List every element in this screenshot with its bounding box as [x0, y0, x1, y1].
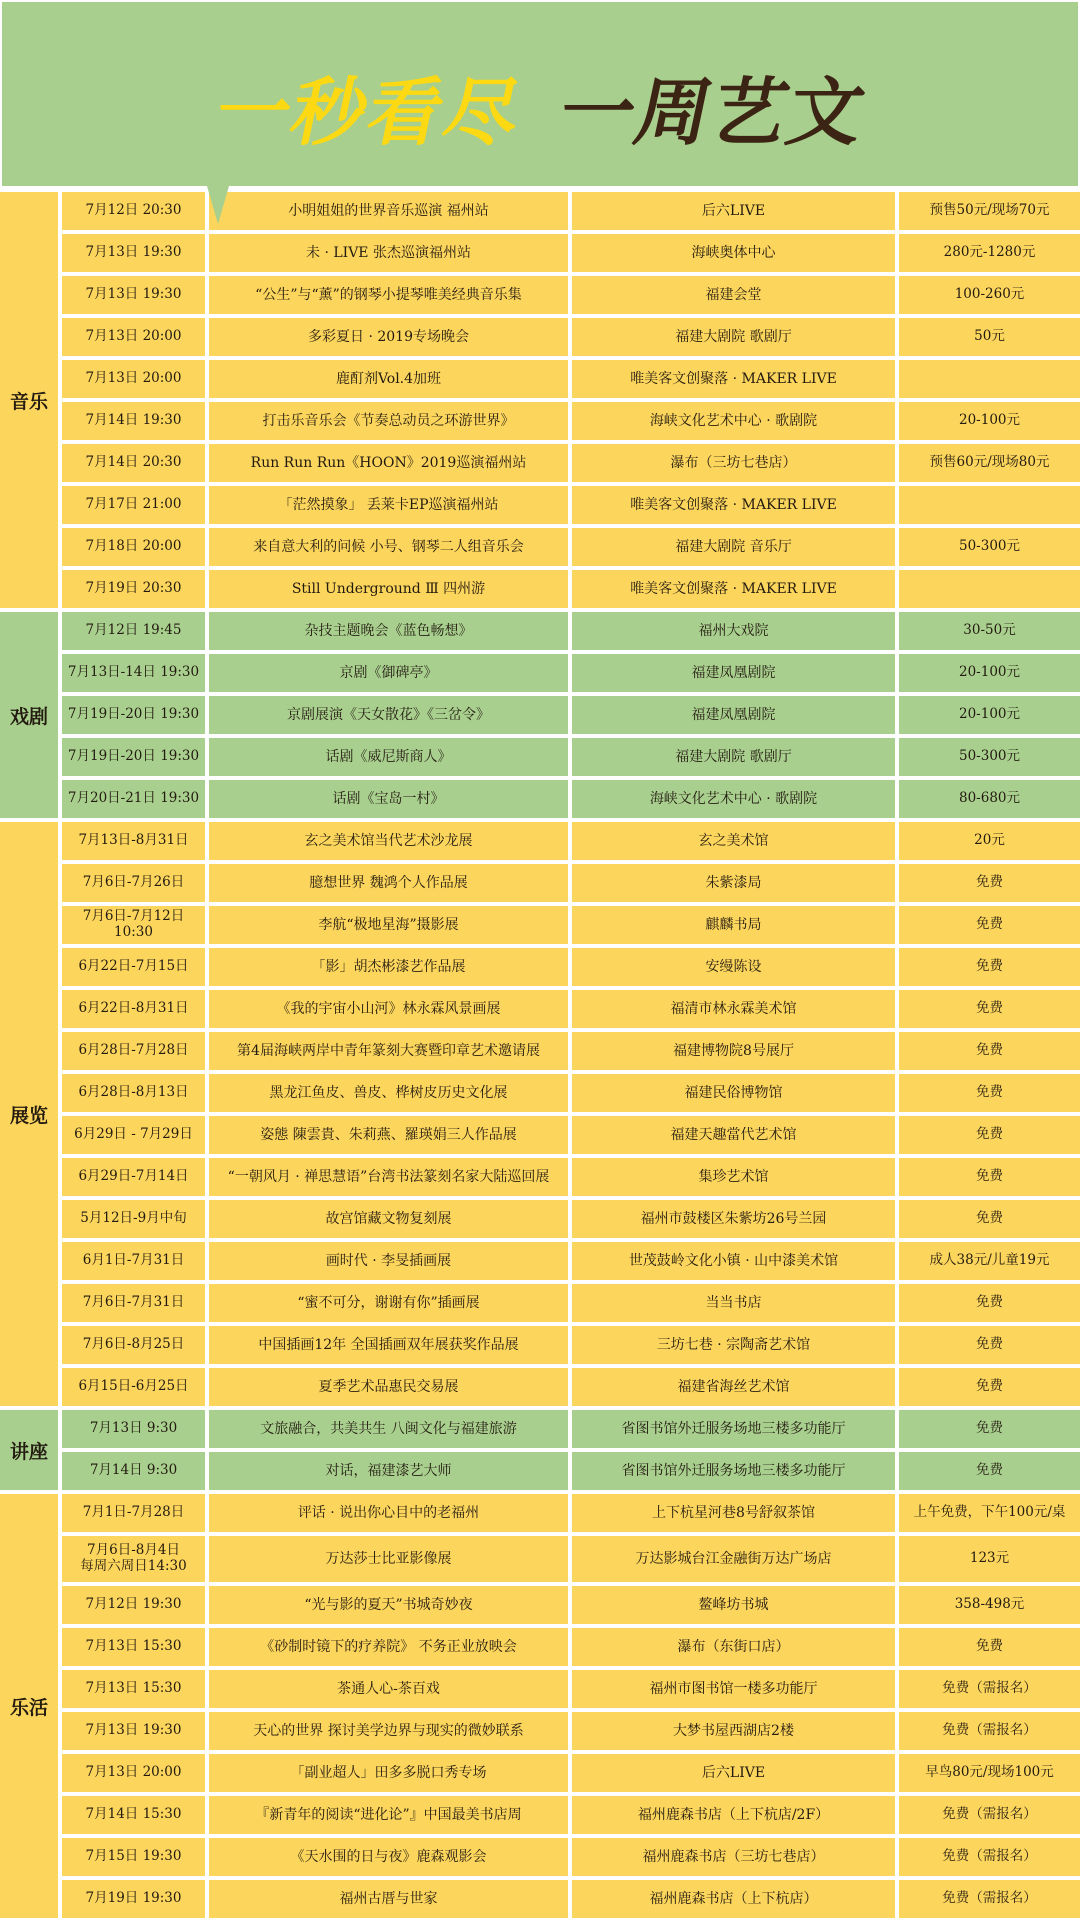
date-cell: 7月6日-7月31日	[62, 1284, 205, 1322]
date-cell: 7月6日-8月25日	[62, 1326, 205, 1364]
venue-cell: 福建大剧院 歌剧厅	[572, 318, 895, 356]
section	[0, 822, 1080, 1406]
venue-cell: 海峡奥体中心	[572, 234, 895, 272]
date-cell: 6月28日-7月28日	[62, 1032, 205, 1070]
table-row	[62, 1158, 1080, 1196]
price-cell: 50元	[899, 318, 1080, 356]
venue-cell: 海峡文化艺术中心 · 歌剧院	[572, 402, 895, 440]
title-part-2: 一周艺文	[551, 70, 874, 156]
date-cell: 7月19日-20日 19:30	[62, 738, 205, 776]
date-cell: 6月15日-6月25日	[62, 1368, 205, 1406]
venue-cell: 福州市图书馆一楼多功能厅	[572, 1670, 895, 1708]
table-row	[62, 822, 1080, 860]
date-cell: 7月14日 20:30	[62, 444, 205, 482]
event-cell: 评话 · 说出你心目中的老福州	[209, 1494, 568, 1532]
price-cell: 20-100元	[899, 654, 1080, 692]
price-cell: 20-100元	[899, 402, 1080, 440]
event-cell: 臆想世界 魏鸿个人作品展	[209, 864, 568, 902]
date-cell: 7月13日 9:30	[62, 1410, 205, 1448]
date-cell: 7月13日 15:30	[62, 1670, 205, 1708]
table-row	[62, 780, 1080, 818]
section	[0, 1410, 1080, 1490]
title-part-1: 一秒看尽	[207, 70, 530, 156]
event-cell: 故宫馆藏文物复刻展	[209, 1200, 568, 1238]
event-cell: 未 · LIVE 张杰巡演福州站	[209, 234, 568, 272]
date-cell: 7月14日 9:30	[62, 1452, 205, 1490]
date-cell: 5月12日-9月中旬	[62, 1200, 205, 1238]
venue-cell: 省图书馆外迁服务场地三楼多功能厅	[572, 1410, 895, 1448]
table-row	[62, 1494, 1080, 1532]
date-cell: 7月13日 19:30	[62, 276, 205, 314]
table-row	[62, 990, 1080, 1028]
price-cell: 50-300元	[899, 528, 1080, 566]
event-cell: 话剧《宝岛一村》	[209, 780, 568, 818]
date-cell: 7月6日-8月4日 每周六周日14:30	[62, 1536, 205, 1582]
section-rows	[62, 612, 1080, 818]
table-row	[62, 1074, 1080, 1112]
event-cell: 万达莎士比亚影像展	[209, 1536, 568, 1582]
price-cell: 免费	[899, 1284, 1080, 1322]
section	[0, 612, 1080, 818]
table-row	[62, 1242, 1080, 1280]
price-cell: 免费（需报名）	[899, 1796, 1080, 1834]
venue-cell: 麒麟书局	[572, 906, 895, 944]
event-cell: 对话，福建漆艺大师	[209, 1452, 568, 1490]
price-cell	[899, 570, 1080, 608]
date-cell: 7月13日 19:30	[62, 234, 205, 272]
section	[0, 192, 1080, 608]
table-row	[62, 1586, 1080, 1624]
price-cell: 预售60元/现场80元	[899, 444, 1080, 482]
date-cell: 7月6日-7月12日 10:30	[62, 906, 205, 944]
venue-cell: 福州鹿森书店（三坊七巷店）	[572, 1838, 895, 1876]
price-cell: 30-50元	[899, 612, 1080, 650]
venue-cell: 福州大戏院	[572, 612, 895, 650]
date-cell: 6月22日-8月31日	[62, 990, 205, 1028]
date-cell: 7月13日-14日 19:30	[62, 654, 205, 692]
venue-cell: 福建凤凰剧院	[572, 696, 895, 734]
event-cell: “公生”与“薰”的钢琴小提琴唯美经典音乐集	[209, 276, 568, 314]
section-rows	[62, 1494, 1080, 1918]
table-row	[62, 738, 1080, 776]
price-cell: 免费	[899, 1410, 1080, 1448]
date-cell: 7月6日-7月26日	[62, 864, 205, 902]
price-cell: 成人38元/儿童19元	[899, 1242, 1080, 1280]
price-cell: 免费	[899, 1368, 1080, 1406]
date-cell: 7月19日 19:30	[62, 1880, 205, 1918]
date-cell: 6月29日-7月14日	[62, 1158, 205, 1196]
event-cell: 「影」胡杰彬漆艺作品展	[209, 948, 568, 986]
price-cell: 免费	[899, 1200, 1080, 1238]
venue-cell: 福建大剧院 音乐厅	[572, 528, 895, 566]
venue-cell: 福州鹿森书店（上下杭店/2F）	[572, 1796, 895, 1834]
table-row	[62, 1452, 1080, 1490]
table-row	[62, 528, 1080, 566]
venue-cell: 福清市林永霖美术馆	[572, 990, 895, 1028]
section-rows	[62, 822, 1080, 1406]
venue-cell: 福建凤凰剧院	[572, 654, 895, 692]
event-cell: “光与影的夏天”书城奇妙夜	[209, 1586, 568, 1624]
event-cell: 多彩夏日 · 2019专场晚会	[209, 318, 568, 356]
table-row	[62, 276, 1080, 314]
event-cell: 《我的宇宙小山河》林永霖风景画展	[209, 990, 568, 1028]
event-cell: 『新青年的阅读“进化论”』中国最美书店周	[209, 1796, 568, 1834]
event-cell: 黑龙江鱼皮、兽皮、桦树皮历史文化展	[209, 1074, 568, 1112]
events-table	[0, 192, 1080, 1922]
date-cell: 6月29日 - 7月29日	[62, 1116, 205, 1154]
category-label: 讲座	[0, 1410, 58, 1490]
event-cell: 京剧《御碑亭》	[209, 654, 568, 692]
price-cell: 123元	[899, 1536, 1080, 1582]
category-label: 音乐	[0, 192, 58, 608]
header-banner	[0, 0, 1080, 188]
date-cell: 7月12日 19:30	[62, 1586, 205, 1624]
table-row	[62, 318, 1080, 356]
event-cell: 来自意大利的问候 小号、钢琴二人组音乐会	[209, 528, 568, 566]
section	[0, 1494, 1080, 1918]
page-title	[0, 54, 1080, 160]
venue-cell: 三坊七巷 · 宗陶斋艺术馆	[572, 1326, 895, 1364]
venue-cell: 福州鹿森书店（上下杭店）	[572, 1880, 895, 1918]
event-cell: 「副业超人」田多多脱口秀专场	[209, 1754, 568, 1792]
venue-cell: 瀑布（东街口店）	[572, 1628, 895, 1666]
table-row	[62, 948, 1080, 986]
venue-cell: 后六LIVE	[572, 192, 895, 230]
date-cell: 6月1日-7月31日	[62, 1242, 205, 1280]
date-cell: 7月13日 20:00	[62, 318, 205, 356]
table-row	[62, 1880, 1080, 1918]
table-row	[62, 1796, 1080, 1834]
price-cell: 100-260元	[899, 276, 1080, 314]
venue-cell: 福建民俗博物馆	[572, 1074, 895, 1112]
event-cell: 杂技主题晚会《蓝色畅想》	[209, 612, 568, 650]
event-cell: 《天水围的日与夜》鹿森观影会	[209, 1838, 568, 1876]
venue-cell: 鳌峰坊书城	[572, 1586, 895, 1624]
table-row	[62, 654, 1080, 692]
venue-cell: 当当书店	[572, 1284, 895, 1322]
date-cell: 7月18日 20:00	[62, 528, 205, 566]
date-cell: 7月12日 19:45	[62, 612, 205, 650]
table-row	[62, 486, 1080, 524]
table-row	[62, 1410, 1080, 1448]
date-cell: 7月19日-20日 19:30	[62, 696, 205, 734]
speech-pointer-decoration	[207, 186, 229, 224]
venue-cell: 万达影城台江金融街万达广场店	[572, 1536, 895, 1582]
event-cell: 茶通人心-茶百戏	[209, 1670, 568, 1708]
price-cell: 280元-1280元	[899, 234, 1080, 272]
table-row	[62, 612, 1080, 650]
event-cell: 话剧《威尼斯商人》	[209, 738, 568, 776]
venue-cell: 集珍艺术馆	[572, 1158, 895, 1196]
table-row	[62, 1754, 1080, 1792]
price-cell: 免费	[899, 990, 1080, 1028]
venue-cell: 海峡文化艺术中心 · 歌剧院	[572, 780, 895, 818]
venue-cell: 朱紫漆局	[572, 864, 895, 902]
date-cell: 7月13日 20:00	[62, 360, 205, 398]
event-cell: “一朝风月 · 禅思慧语”台湾书法篆刻名家大陆巡回展	[209, 1158, 568, 1196]
price-cell: 20-100元	[899, 696, 1080, 734]
venue-cell: 大梦书屋西湖店2楼	[572, 1712, 895, 1750]
venue-cell: 福建博物院8号展厅	[572, 1032, 895, 1070]
event-cell: 玄之美术馆当代艺术沙龙展	[209, 822, 568, 860]
price-cell	[899, 486, 1080, 524]
price-cell: 免费（需报名）	[899, 1838, 1080, 1876]
event-cell: 「茫然摸象」 丢莱卡EP巡演福州站	[209, 486, 568, 524]
date-cell: 7月13日 15:30	[62, 1628, 205, 1666]
venue-cell: 世茂鼓岭文化小镇 · 山中漆美术馆	[572, 1242, 895, 1280]
price-cell: 免费	[899, 1452, 1080, 1490]
event-cell: 福州古厝与世家	[209, 1880, 568, 1918]
date-cell: 6月22日-7月15日	[62, 948, 205, 986]
event-cell: 文旅融合，共美共生 八闽文化与福建旅游	[209, 1410, 568, 1448]
event-cell: 夏季艺术品惠民交易展	[209, 1368, 568, 1406]
venue-cell: 福建天趣當代艺术馆	[572, 1116, 895, 1154]
event-cell: 鹿酊剂Vol.4加班	[209, 360, 568, 398]
price-cell: 免费	[899, 1074, 1080, 1112]
table-row	[62, 1326, 1080, 1364]
venue-cell: 福建会堂	[572, 276, 895, 314]
table-row	[62, 1284, 1080, 1322]
price-cell: 50-300元	[899, 738, 1080, 776]
venue-cell: 后六LIVE	[572, 1754, 895, 1792]
event-cell: 第4届海峡两岸中青年篆刻大赛暨印章艺术邀请展	[209, 1032, 568, 1070]
table-row	[62, 444, 1080, 482]
table-row	[62, 1536, 1080, 1582]
date-cell: 7月12日 20:30	[62, 192, 205, 230]
event-cell: 天心的世界 探讨美学边界与现实的微妙联系	[209, 1712, 568, 1750]
section-rows	[62, 192, 1080, 608]
table-row	[62, 1670, 1080, 1708]
date-cell: 7月17日 21:00	[62, 486, 205, 524]
price-cell: 上午免费，下午100元/桌	[899, 1494, 1080, 1532]
event-cell: 中国插画12年 全国插画双年展获奖作品展	[209, 1326, 568, 1364]
price-cell: 免费	[899, 906, 1080, 944]
table-row	[62, 696, 1080, 734]
venue-cell: 瀑布（三坊七巷店）	[572, 444, 895, 482]
category-label: 乐活	[0, 1494, 58, 1918]
price-cell: 免费	[899, 1326, 1080, 1364]
price-cell: 免费（需报名）	[899, 1880, 1080, 1918]
table-row	[62, 1628, 1080, 1666]
price-cell: 358-498元	[899, 1586, 1080, 1624]
event-cell: Run Run Run《HOON》2019巡演福州站	[209, 444, 568, 482]
event-cell: 李航“极地星海”摄影展	[209, 906, 568, 944]
date-cell: 7月13日 19:30	[62, 1712, 205, 1750]
date-cell: 7月13日 20:00	[62, 1754, 205, 1792]
date-cell: 6月28日-8月13日	[62, 1074, 205, 1112]
price-cell: 免费	[899, 948, 1080, 986]
price-cell: 免费	[899, 1032, 1080, 1070]
date-cell: 7月14日 19:30	[62, 402, 205, 440]
table-row	[62, 864, 1080, 902]
price-cell: 预售50元/现场70元	[899, 192, 1080, 230]
event-cell: 京剧展演《天女散花》《三岔令》	[209, 696, 568, 734]
table-row	[62, 402, 1080, 440]
price-cell: 20元	[899, 822, 1080, 860]
price-cell: 免费	[899, 1158, 1080, 1196]
venue-cell: 福州市鼓楼区朱紫坊26号兰园	[572, 1200, 895, 1238]
date-cell: 7月15日 19:30	[62, 1838, 205, 1876]
table-row	[62, 570, 1080, 608]
date-cell: 7月19日 20:30	[62, 570, 205, 608]
venue-cell: 唯美客文创聚落 · MAKER LIVE	[572, 360, 895, 398]
event-cell: 打击乐音乐会《节奏总动员之环游世界》	[209, 402, 568, 440]
price-cell: 免费（需报名）	[899, 1712, 1080, 1750]
date-cell: 7月1日-7月28日	[62, 1494, 205, 1532]
date-cell: 7月14日 15:30	[62, 1796, 205, 1834]
price-cell: 80-680元	[899, 780, 1080, 818]
section-rows	[62, 1410, 1080, 1490]
table-row	[62, 234, 1080, 272]
table-row	[62, 1200, 1080, 1238]
price-cell	[899, 360, 1080, 398]
date-cell: 7月20日-21日 19:30	[62, 780, 205, 818]
table-row	[62, 360, 1080, 398]
venue-cell: 安缦陈设	[572, 948, 895, 986]
venue-cell: 唯美客文创聚落 · MAKER LIVE	[572, 570, 895, 608]
venue-cell: 福建大剧院 歌剧厅	[572, 738, 895, 776]
table-row	[62, 1712, 1080, 1750]
event-cell: “蜜不可分，谢谢有你”插画展	[209, 1284, 568, 1322]
venue-cell: 唯美客文创聚落 · MAKER LIVE	[572, 486, 895, 524]
price-cell: 免费（需报名）	[899, 1670, 1080, 1708]
price-cell: 免费	[899, 1116, 1080, 1154]
venue-cell: 玄之美术馆	[572, 822, 895, 860]
event-cell: 画时代 · 李旻插画展	[209, 1242, 568, 1280]
table-row	[62, 1032, 1080, 1070]
event-cell: 姿態 陳雲貴、朱莉燕、羅瑛娟三人作品展	[209, 1116, 568, 1154]
event-cell: 《砂制时镜下的疗养院》 不务正业放映会	[209, 1628, 568, 1666]
price-cell: 早鸟80元/现场100元	[899, 1754, 1080, 1792]
table-row	[62, 906, 1080, 944]
event-cell: 小明姐姐的世界音乐巡演 福州站	[209, 192, 568, 230]
price-cell: 免费	[899, 864, 1080, 902]
venue-cell: 省图书馆外迁服务场地三楼多功能厅	[572, 1452, 895, 1490]
table-row	[62, 1116, 1080, 1154]
table-row	[62, 1368, 1080, 1406]
category-label: 戏剧	[0, 612, 58, 818]
table-row	[62, 1838, 1080, 1876]
category-label: 展览	[0, 822, 58, 1406]
venue-cell: 上下杭星河巷8号舒叙茶馆	[572, 1494, 895, 1532]
venue-cell: 福建省海丝艺术馆	[572, 1368, 895, 1406]
price-cell: 免费	[899, 1628, 1080, 1666]
date-cell: 7月13日-8月31日	[62, 822, 205, 860]
event-cell: Still Underground Ⅲ 四州游	[209, 570, 568, 608]
